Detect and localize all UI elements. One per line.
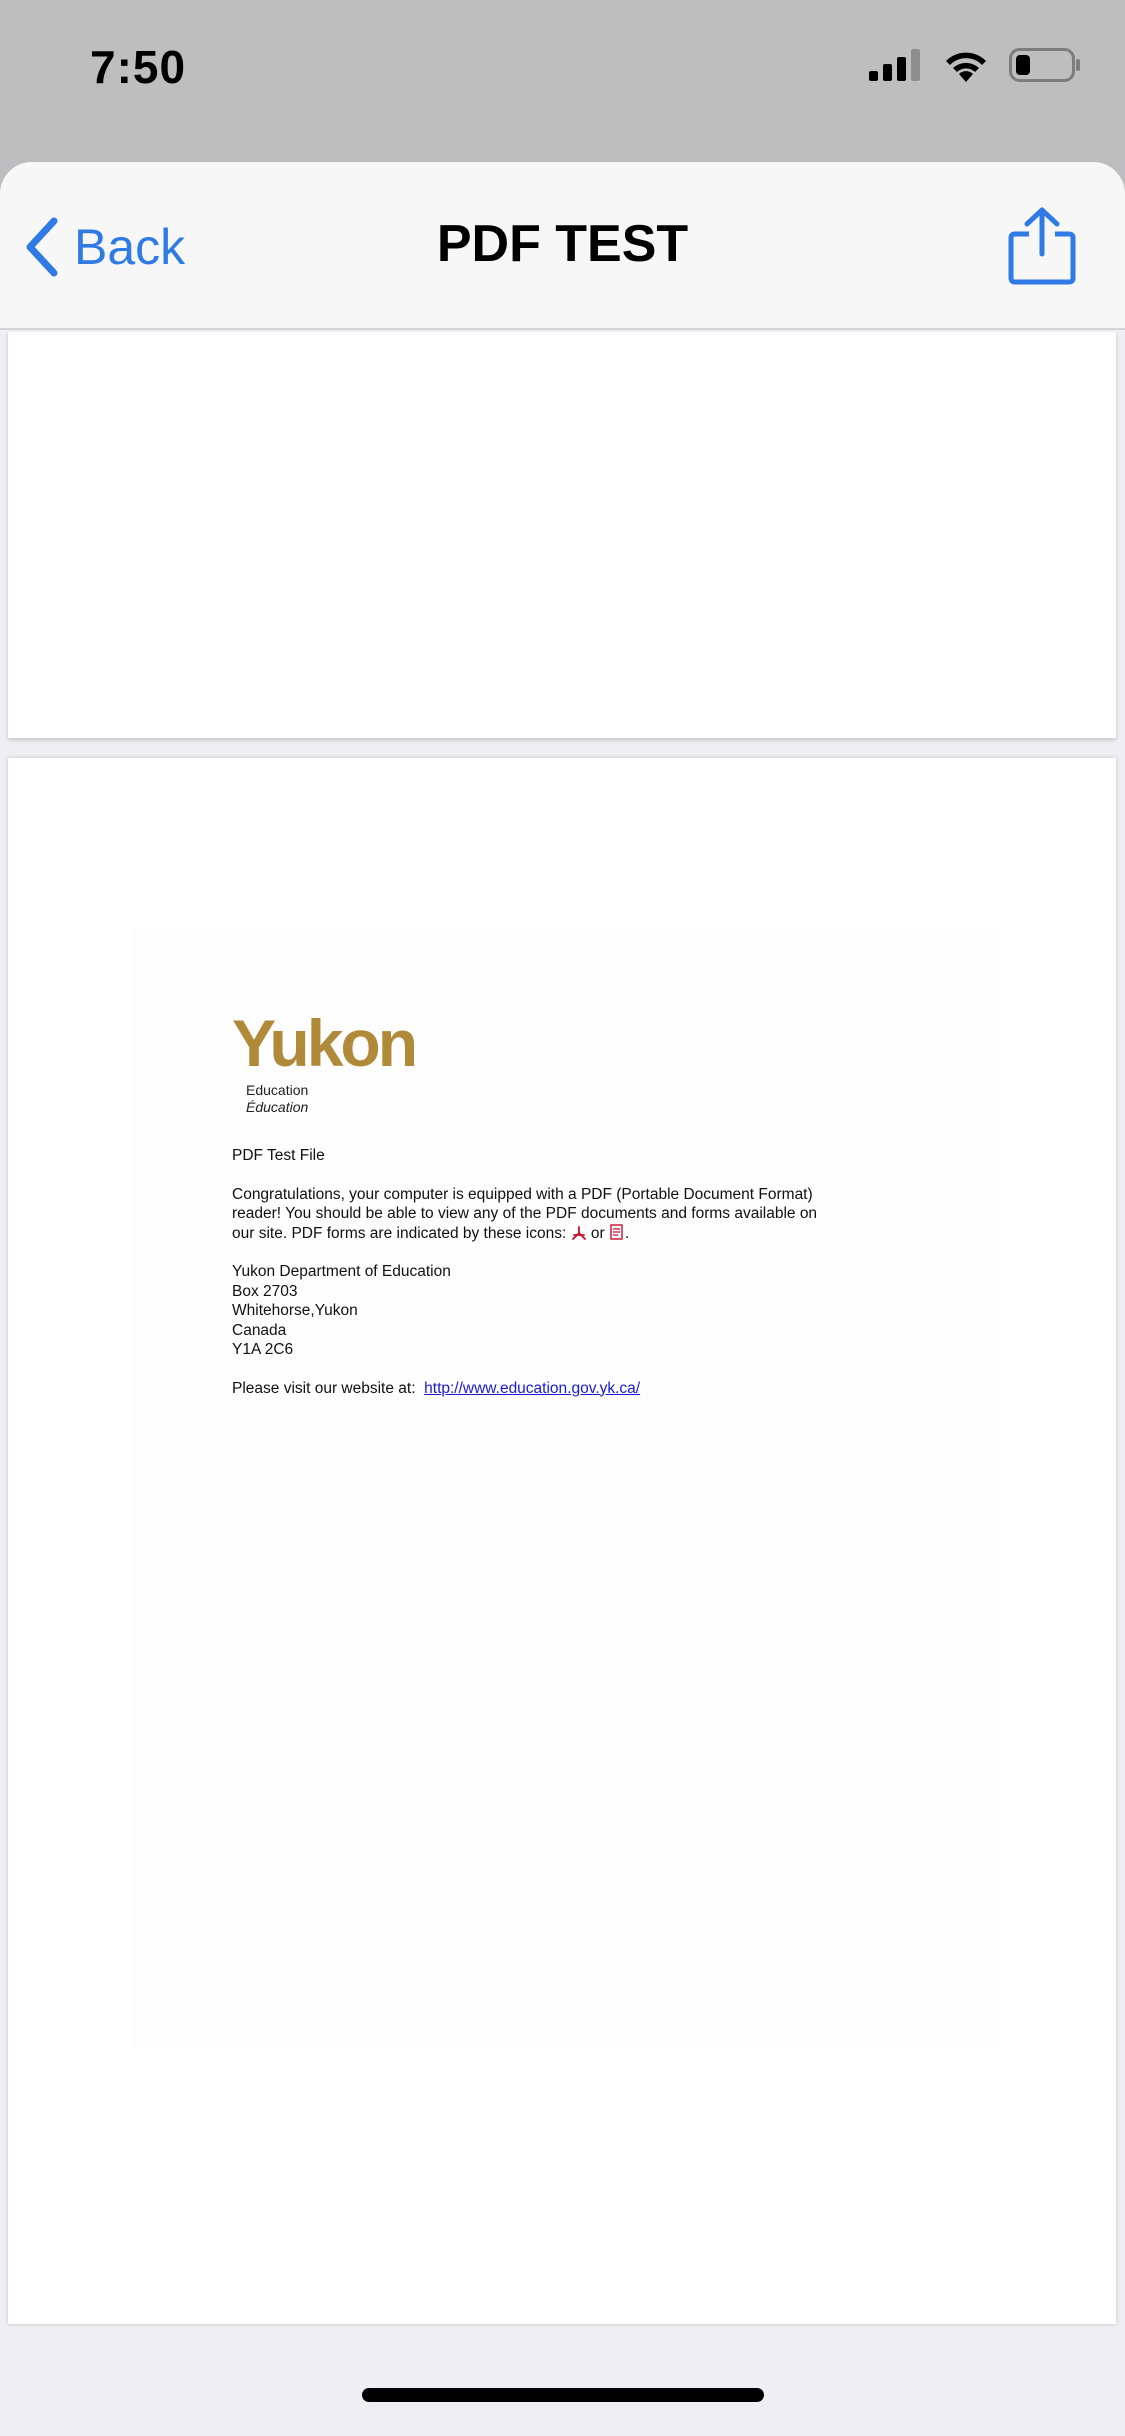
share-icon <box>1007 206 1077 286</box>
logo-subtitle-en: Education <box>246 1082 309 1098</box>
acrobat-icon <box>571 1226 587 1240</box>
pdf-page-previous <box>8 332 1116 738</box>
navigation-bar <box>0 162 1125 330</box>
address-line: Box 2703 <box>232 1282 298 1300</box>
logo-subtitle-fr: Éducation <box>246 1099 309 1115</box>
address-block <box>232 1262 932 1360</box>
back-label: Back <box>74 219 186 275</box>
modal-sheet <box>0 162 1125 2436</box>
battery-icon <box>1009 48 1081 82</box>
visit-line <box>232 1379 932 1399</box>
pdf-viewer[interactable] <box>0 332 1125 2436</box>
pdf-form-icon <box>609 1224 625 1240</box>
page-title: PDF TEST <box>436 215 689 273</box>
address-line: Y1A 2C6 <box>232 1341 294 1358</box>
paragraph-line: reader! You should be able to view any of the PDF documents and forms available on <box>232 1205 818 1222</box>
address-line: Canada <box>232 1321 287 1339</box>
wifi-icon <box>943 48 989 82</box>
document-heading: PDF Test File <box>232 1147 325 1164</box>
paragraph-line: our site. PDF forms are indicated by these icons: <box>232 1224 567 1242</box>
address-line: Yukon Department of Education <box>232 1263 451 1280</box>
status-time: 7:50 <box>90 41 187 93</box>
intro-paragraph <box>232 1185 932 1244</box>
paragraph-line-icons: our site. PDF forms are indicated by these icons: or . <box>232 1224 630 1242</box>
pdf-page <box>8 758 1116 2324</box>
document-body <box>232 1146 932 1417</box>
status-bar <box>0 0 1125 160</box>
paragraph-line: Congratulations, your computer is equipped with a PDF (Portable Document Format) <box>232 1185 813 1203</box>
pdf-page-content <box>132 930 1000 2048</box>
home-indicator[interactable] <box>362 2388 764 2402</box>
logo-word: Yukon <box>232 1006 416 1080</box>
yukon-logo <box>232 1006 416 1128</box>
address-line: Whitehorse,Yukon <box>232 1302 358 1319</box>
website-link[interactable]: http://www.education.gov.yk.ca/ <box>424 1379 641 1397</box>
share-button[interactable] <box>1007 206 1077 286</box>
status-icons <box>869 48 1081 82</box>
visit-text: Please visit our website at: <box>232 1379 416 1397</box>
cellular-signal-icon <box>869 49 923 81</box>
icons-or-text: or <box>590 1224 605 1242</box>
